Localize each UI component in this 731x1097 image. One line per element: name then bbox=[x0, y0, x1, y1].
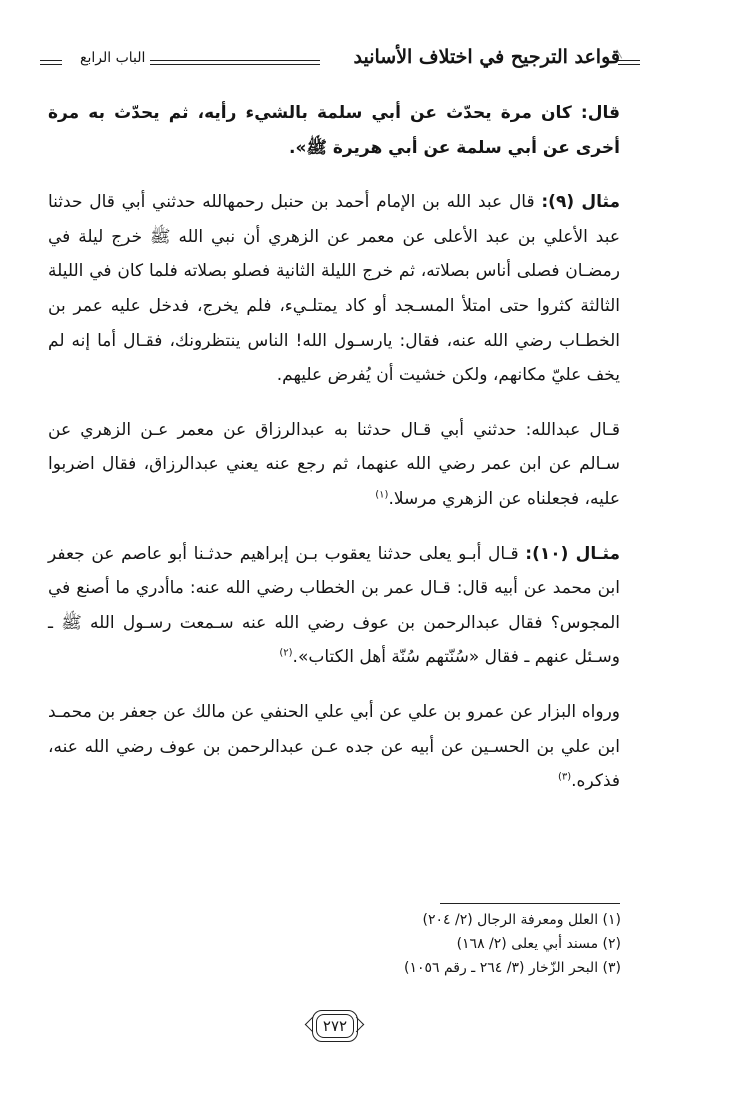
chapter-title: الباب الرابع bbox=[80, 50, 146, 66]
book-title: قواعد الترجيح في اختلاف الأسانيد bbox=[353, 46, 620, 68]
footnote-3: (٣) البحر الزّخار (٣/ ٢٦٤ ـ رقم ١٠٥٦) bbox=[403, 960, 621, 976]
paragraph-text: قال: كان مرة يحدّث عن أبي سلمة بالشيء رأيه، ثم يحدّث به مرة أخرى عن أبي سلمة عن أبي هريرة ﷺ». bbox=[48, 103, 620, 158]
footnote-rule bbox=[440, 903, 620, 904]
running-header bbox=[40, 40, 620, 80]
paragraph-5 bbox=[48, 695, 620, 799]
paragraph-example-9 bbox=[48, 185, 620, 393]
paragraph-example-10 bbox=[48, 537, 620, 675]
footnote-ref-3: (٣) bbox=[557, 771, 572, 783]
main-text bbox=[48, 96, 620, 819]
paragraph-text: قـال عبدالله: حدثني أبي قـال حدثنا به عبدالرزاق عن معمر عـن الزهري عن سـالم عن ابن عمر رضي الله عنهما، ثم رجع عنه يعني عبدالرزاق، فقال اضربوا عليه، فجعلناه عن الزهري مرسلا. bbox=[48, 419, 620, 509]
header-ornament-left bbox=[40, 60, 62, 65]
footnote-1: (١) العلل ومعرفة الرجال (٢/ ٢٠٤) bbox=[422, 912, 621, 928]
header-rule bbox=[150, 60, 320, 65]
header-ornament-right bbox=[618, 60, 640, 65]
paragraph-text: ورواه البزار عن عمرو بن علي عن أبي علي الحنفي عن مالك عن جعفر بن محمـد ابن علي بن الحسـين عن أبيه عن جده عـن عبدالرحمن بن عوف رضي الله عنه، فذكره. bbox=[48, 701, 620, 792]
paragraph-text: قال عبد الله بن الإمام أحمد بن حنبل رحمهالله حدثني أبي قال حدثنا عبد الأعلي بن عبد الأعلى عن معمر عن الزهري أن نبي الله ﷺ خرج ليلة في رمضـان فصلى أناس بصلاته، ثم خرج الليلة الثانية فصلو بصلاته فلما كان في الليلة الثالثة كثروا حتى امتلأ المسـجد أو كاد يمتلـيء، فلم يخرج، فدخل عليه عمر بن الخطـاب رضي الله عنه، فقال: يارسـول الله! الناس ينتظرونك، فقـال أما إنه لم يخف عليّ مكانهم، ولكن خشيت أن يُفرض عليهم. bbox=[48, 192, 620, 386]
page-number: ٢٧٢ bbox=[322, 1017, 348, 1035]
footnote-ref-1: (١) bbox=[375, 489, 389, 501]
example-label: مثـال (١٠): bbox=[525, 543, 620, 564]
footnotes bbox=[404, 908, 621, 980]
page-number-badge bbox=[300, 1008, 368, 1044]
paragraph-text: قـال أبـو يعلى حدثنا يعقوب بـن إبراهيم حدثـنا أبو عاصم عن جعفر ابن محمد عن أبيه قال: قـال عمر بن الخطاب رضي الله عنه: ماأدري ما أصنع في المجوس؟ فقال عبدالرحمن بن عوف رضي الله عنه سـمعت رسـول الله ﷺ ـ وسـئل عنهم ـ فقال «سُنّتهم سُنّة أهل الكتاب». bbox=[48, 543, 620, 668]
footnote-2: (٢) مسند أبي يعلى (٢/ ١٦٨) bbox=[456, 936, 621, 952]
paragraph-3 bbox=[48, 413, 620, 517]
paragraph-1 bbox=[48, 96, 620, 165]
footnote-ref-2: (٢) bbox=[279, 647, 293, 659]
example-label: مثال (٩): bbox=[541, 192, 620, 213]
